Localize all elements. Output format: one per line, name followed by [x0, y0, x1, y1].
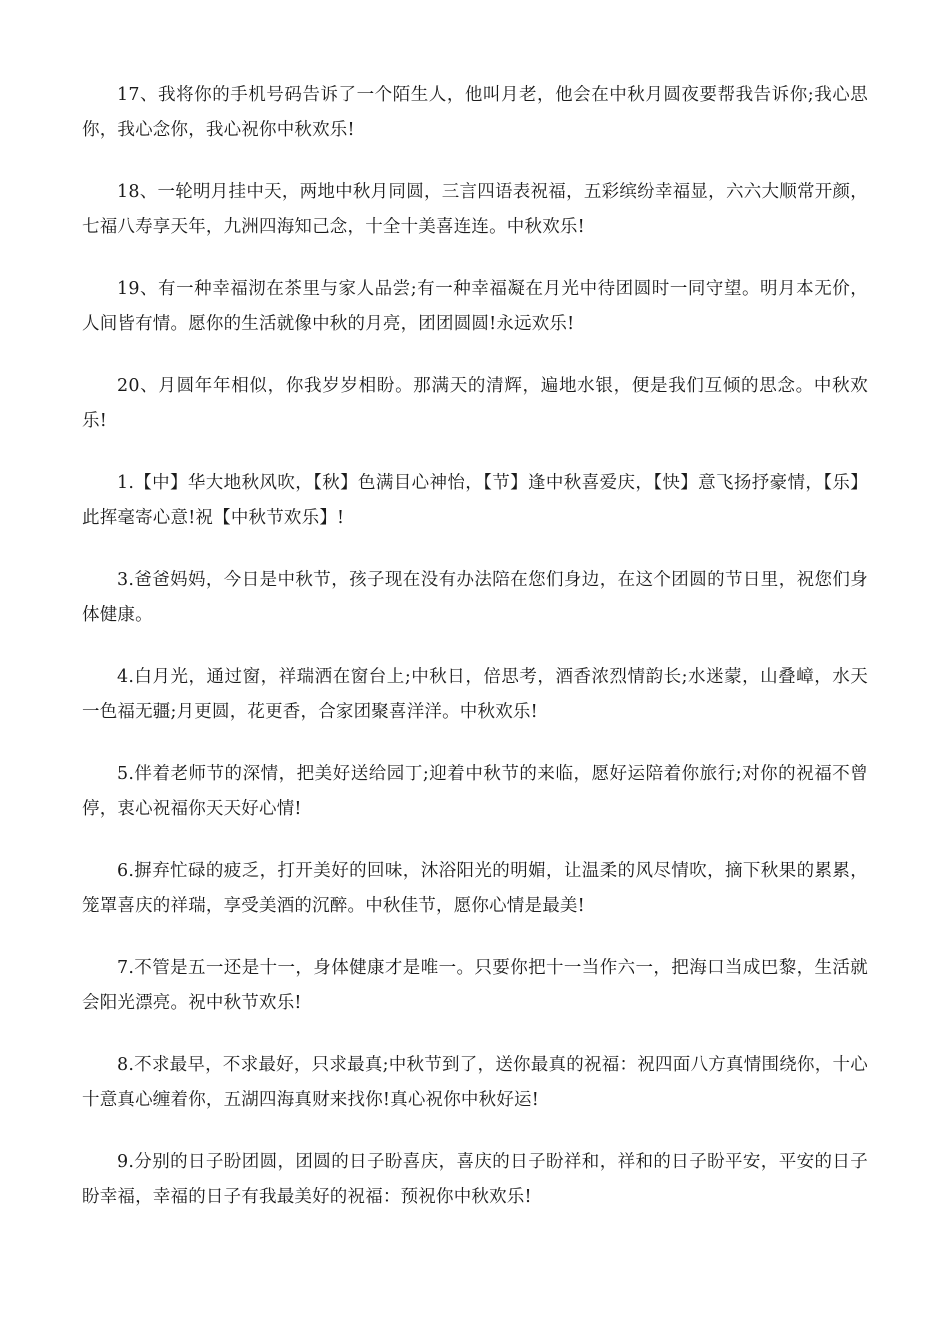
- paragraph-19: 19、有一种幸福沏在茶里与家人品尝;有一种幸福凝在月光中待团圆时一同守望。明月本无价，人间皆有情。愿你的生活就像中秋的月亮，团团圆圆!永远欢乐!: [82, 279, 868, 334]
- paragraph-3: 3.爸爸妈妈，今日是中秋节，孩子现在没有办法陪在您们身边，在这个团圆的节日里，祝您们身体健康。: [82, 570, 868, 625]
- paragraph-4: 4.白月光，通过窗，祥瑞洒在窗台上;中秋日，倍思考，酒香浓烈情韵长;水迷蒙，山叠嶂，水天一色福无疆;月更圆，花更香，合家团聚喜洋洋。中秋欢乐!: [82, 667, 868, 722]
- paragraph-7: 7.不管是五一还是十一，身体健康才是唯一。只要你把十一当作六一，把海口当成巴黎，生活就会阳光漂亮。祝中秋节欢乐!: [82, 958, 868, 1013]
- paragraph-1: 1.【中】华大地秋风吹，【秋】色满目心神怡，【节】逢中秋喜爱庆，【快】意飞扬抒豪情，【乐】此挥毫寄心意!祝【中秋节欢乐】!: [82, 473, 868, 528]
- paragraph-17: 17、我将你的手机号码告诉了一个陌生人，他叫月老，他会在中秋月圆夜要帮我告诉你;我心思你，我心念你，我心祝你中秋欢乐!: [82, 85, 868, 140]
- paragraph-9: 9.分别的日子盼团圆，团圆的日子盼喜庆，喜庆的日子盼祥和，祥和的日子盼平安，平安的日子盼幸福，幸福的日子有我最美好的祝福：预祝你中秋欢乐!: [82, 1152, 868, 1207]
- paragraph-18: 18、一轮明月挂中天，两地中秋月同圆，三言四语表祝福，五彩缤纷幸福显，六六大顺常开颜，七福八寿享天年，九洲四海知己念，十全十美喜连连。中秋欢乐!: [82, 182, 868, 237]
- paragraph-20: 20、月圆年年相似，你我岁岁相盼。那满天的清辉，遍地水银，便是我们互倾的思念。中秋欢乐!: [82, 376, 868, 431]
- paragraph-6: 6.摒弃忙碌的疲乏，打开美好的回味，沐浴阳光的明媚，让温柔的风尽情吹，摘下秋果的累累，笼罩喜庆的祥瑞，享受美酒的沉醉。中秋佳节，愿你心情是最美!: [82, 861, 868, 916]
- paragraph-8: 8.不求最早，不求最好，只求最真;中秋节到了，送你最真的祝福：祝四面八方真情围绕你，十心十意真心缠着你，五湖四海真财来找你!真心祝你中秋好运!: [82, 1055, 868, 1110]
- paragraph-5: 5.伴着老师节的深情，把美好送给园丁;迎着中秋节的来临，愿好运陪着你旅行;对你的祝福不曾停，衷心祝福你天天好心情!: [82, 764, 868, 819]
